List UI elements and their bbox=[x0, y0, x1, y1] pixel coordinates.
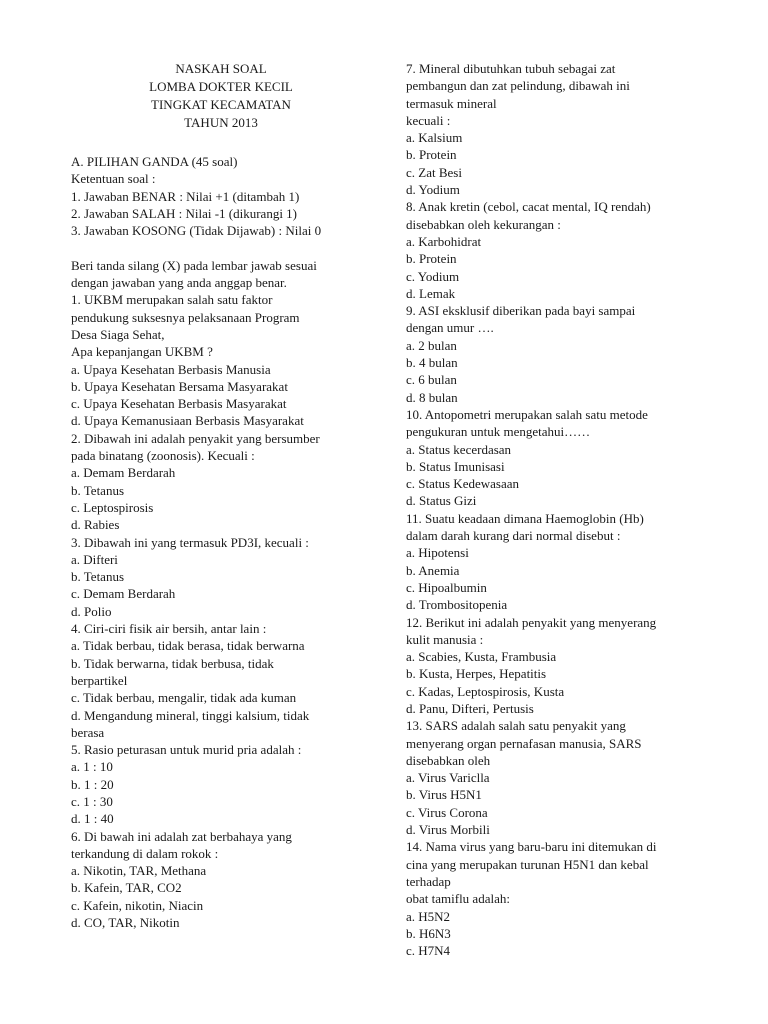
question-line: a. Tidak berbau, tidak berasa, tidak berwarna bbox=[71, 638, 305, 654]
question-line: dalam darah kurang dari normal disebut : bbox=[406, 528, 621, 544]
question-line: 8. Anak kretin (cebol, cacat mental, IQ rendah) bbox=[406, 199, 651, 215]
question-line: c. Kadas, Leptospirosis, Kusta bbox=[406, 683, 565, 699]
left-column bbox=[71, 60, 371, 931]
question-line: a. H5N2 bbox=[406, 908, 451, 924]
spacer bbox=[71, 132, 371, 153]
question-line: pengukuran untuk mengetahui…… bbox=[406, 424, 591, 440]
question-line: pada binatang (zoonosis). Kecuali : bbox=[71, 448, 255, 464]
question-line: c. Leptospirosis bbox=[71, 499, 154, 515]
question-line: c. Upaya Kesehatan Berbasis Masyarakat bbox=[71, 396, 287, 412]
question-line: b. Tetanus bbox=[71, 482, 125, 498]
question-line: b. H6N3 bbox=[406, 925, 451, 941]
question-line: b. Anemia bbox=[406, 562, 460, 578]
question-line: disebabkan oleh kekurangan : bbox=[406, 216, 561, 232]
question-line: 6. Di bawah ini adalah zat berbahaya yang bbox=[71, 828, 292, 844]
question-line: b. Tidak berwarna, tidak berbusa, tidak bbox=[71, 655, 274, 671]
question-line: 7. Mineral dibutuhkan tubuh sebagai zat bbox=[406, 61, 616, 76]
question-line: b. Virus H5N1 bbox=[406, 787, 482, 803]
question-line: d. Upaya Kemanusiaan Berbasis Masyarakat bbox=[71, 413, 304, 429]
question-line: c. 6 bulan bbox=[406, 372, 457, 388]
question-line: c. Status Kedewasaan bbox=[406, 476, 519, 492]
question-line: d. CO, TAR, Nikotin bbox=[71, 915, 180, 931]
question-line: 4. Ciri-ciri fisik air bersih, antar lain : bbox=[71, 621, 267, 637]
header-level: TINGKAT KECAMATAN bbox=[151, 97, 291, 112]
header-title: NASKAH SOAL bbox=[175, 61, 267, 76]
question-line: c. Hipoalbumin bbox=[406, 579, 487, 595]
question-line: c. Tidak berbau, mengalir, tidak ada kuman bbox=[71, 690, 297, 706]
question-line: c. Virus Corona bbox=[406, 804, 488, 820]
question-line: d. Status Gizi bbox=[406, 493, 477, 509]
question-line: d. Polio bbox=[71, 603, 112, 619]
question-line: kecuali : bbox=[406, 112, 451, 128]
question-line: c. Zat Besi bbox=[406, 164, 462, 180]
question-line: b. Status Imunisasi bbox=[406, 458, 505, 474]
instruction-line: dengan jawaban yang anda anggap benar. bbox=[71, 275, 287, 291]
question-line: b. Kusta, Herpes, Hepatitis bbox=[406, 666, 547, 682]
question-line: a. Demam Berdarah bbox=[71, 465, 176, 481]
question-line: d. Panu, Difteri, Pertusis bbox=[406, 700, 534, 716]
question-line: a. Nikotin, TAR, Methana bbox=[71, 863, 207, 879]
question-line: d. Trombositopenia bbox=[406, 597, 508, 613]
question-line: terhadap bbox=[406, 873, 451, 889]
header-competition: LOMBA DOKTER KECIL bbox=[149, 79, 293, 94]
question-line: a. 2 bulan bbox=[406, 337, 457, 353]
question-line: a. Hipotensi bbox=[406, 545, 469, 561]
question-line: 11. Suatu keadaan dimana Haemoglobin (Hb) bbox=[406, 510, 644, 526]
rule-item: 2. Jawaban SALAH : Nilai -1 (dikurangi 1) bbox=[71, 205, 298, 221]
question-line: a. Kalsium bbox=[406, 130, 463, 146]
question-line: 14. Nama virus yang baru-baru ini ditemukan di bbox=[406, 839, 657, 855]
question-line: berasa bbox=[71, 724, 105, 740]
question-line: c. Kafein, nikotin, Niacin bbox=[71, 897, 204, 913]
question-line: b. 1 : 20 bbox=[71, 776, 114, 792]
question-line: d. Rabies bbox=[71, 517, 120, 533]
left-question-list bbox=[71, 291, 371, 931]
question-line: d. 8 bulan bbox=[406, 389, 458, 405]
question-line: d. Virus Morbili bbox=[406, 822, 490, 838]
document-header bbox=[71, 60, 371, 132]
question-line: b. 4 bulan bbox=[406, 355, 458, 371]
rule-item: 1. Jawaban BENAR : Nilai +1 (ditambah 1) bbox=[71, 188, 300, 204]
question-line: dengan umur …. bbox=[406, 320, 494, 336]
question-line: b. Upaya Kesehatan Bersama Masyarakat bbox=[71, 378, 288, 394]
question-line: terkandung di dalam rokok : bbox=[71, 845, 219, 861]
question-line: a. 1 : 10 bbox=[71, 759, 113, 775]
question-line: d. Mengandung mineral, tinggi kalsium, tidak bbox=[71, 707, 310, 723]
question-line: d. Lemak bbox=[406, 285, 456, 301]
question-line: a. Karbohidrat bbox=[406, 233, 482, 249]
question-line: c. 1 : 30 bbox=[71, 793, 113, 809]
question-line: b. Tetanus bbox=[71, 569, 125, 585]
section-title: A. PILIHAN GANDA (45 soal) bbox=[71, 154, 238, 169]
question-line: b. Kafein, TAR, CO2 bbox=[71, 880, 182, 896]
question-line: 10. Antopometri merupakan salah satu metode bbox=[406, 406, 648, 422]
right-column bbox=[406, 60, 736, 959]
instruction-line: Beri tanda silang (X) pada lembar jawab sesuai bbox=[71, 257, 317, 273]
question-line: 1. UKBM merupakan salah satu faktor bbox=[71, 292, 273, 308]
right-question-list bbox=[406, 60, 736, 959]
question-line: 2. Dibawah ini adalah penyakit yang bersumber bbox=[71, 430, 320, 446]
question-line: b. Protein bbox=[406, 251, 457, 267]
question-line: a. Difteri bbox=[71, 551, 118, 567]
question-line: kulit manusia : bbox=[406, 631, 484, 647]
question-line: a. Virus Variclla bbox=[406, 770, 490, 786]
question-line: berpartikel bbox=[71, 672, 128, 688]
question-line: a. Status kecerdasan bbox=[406, 441, 512, 457]
question-line: b. Protein bbox=[406, 147, 457, 163]
header-year: TAHUN 2013 bbox=[184, 115, 258, 130]
question-line: disebabkan oleh bbox=[406, 752, 491, 768]
question-line: termasuk mineral bbox=[406, 95, 497, 111]
question-line: a. Scabies, Kusta, Frambusia bbox=[406, 649, 557, 665]
question-line: c. H7N4 bbox=[406, 943, 451, 959]
question-line: Apa kepanjangan UKBM ? bbox=[71, 344, 213, 360]
question-line: pembangun dan zat pelindung, dibawah ini bbox=[406, 78, 630, 94]
question-line: 5. Rasio peturasan untuk murid pria adalah : bbox=[71, 742, 302, 758]
rule-item: 3. Jawaban KOSONG (Tidak Dijawab) : Nilai 0 bbox=[71, 223, 322, 239]
question-line: menyerang organ pernafasan manusia, SARS bbox=[406, 735, 642, 751]
question-line: a. Upaya Kesehatan Berbasis Manusia bbox=[71, 361, 271, 377]
question-line: pendukung suksesnya pelaksanaan Program bbox=[71, 309, 300, 325]
question-line: cina yang merupakan turunan H5N1 dan kebal bbox=[406, 856, 649, 872]
spacer bbox=[71, 239, 371, 256]
question-line: c. Yodium bbox=[406, 268, 460, 284]
question-line: d. Yodium bbox=[406, 182, 460, 198]
question-line: 3. Dibawah ini yang termasuk PD3I, kecuali : bbox=[71, 534, 309, 550]
rules-title: Ketentuan soal : bbox=[71, 171, 156, 187]
question-line: c. Demam Berdarah bbox=[71, 586, 176, 602]
question-line: Desa Siaga Sehat, bbox=[71, 326, 165, 342]
question-line: 9. ASI eksklusif diberikan pada bayi sampai bbox=[406, 303, 636, 319]
question-line: obat tamiflu adalah: bbox=[406, 891, 510, 907]
question-line: 13. SARS adalah salah satu penyakit yang bbox=[406, 718, 626, 734]
question-line: d. 1 : 40 bbox=[71, 811, 114, 827]
question-line: 12. Berikut ini adalah penyakit yang menyerang bbox=[406, 614, 657, 630]
